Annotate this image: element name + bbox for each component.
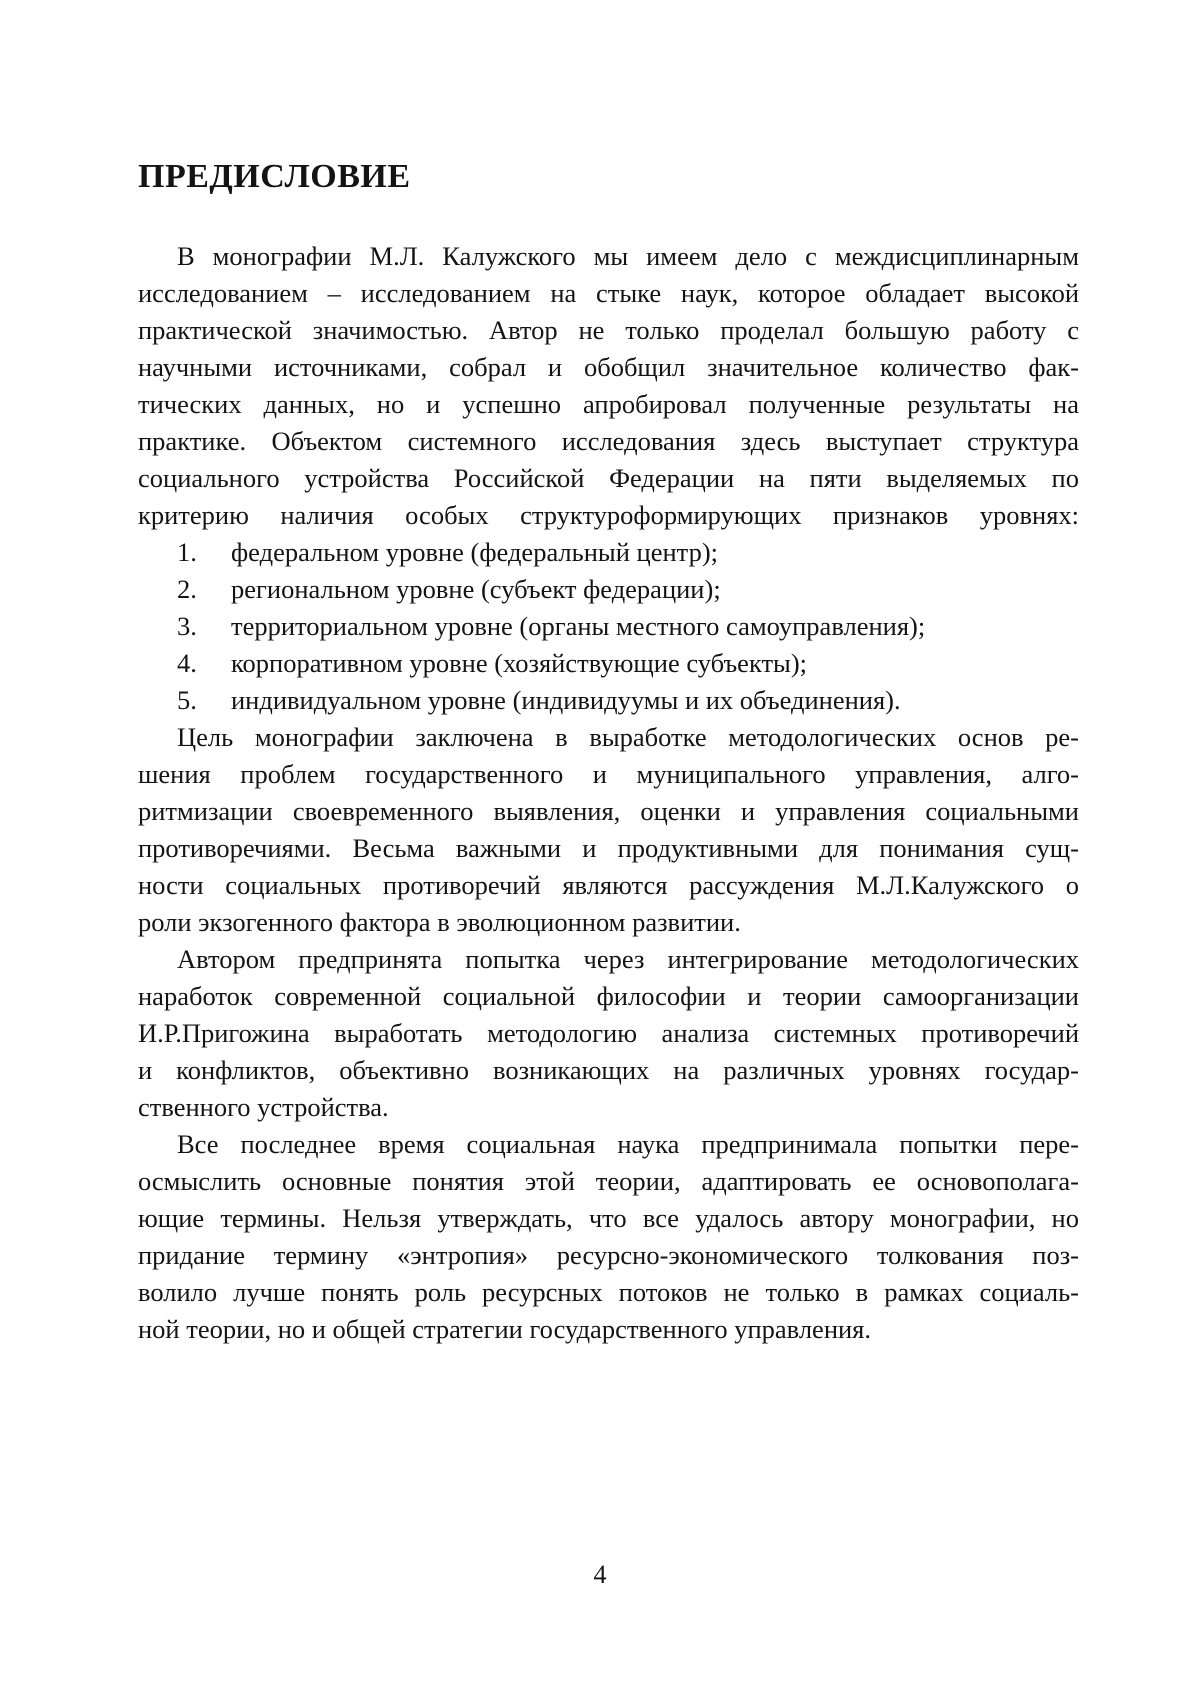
list-item-text: индивидуальном уровне (индивидуумы и их объединения). xyxy=(231,685,901,715)
paragraph-line: В монографии М.Л. Калужского мы имеем дело с междисциплинарным xyxy=(177,238,1079,274)
list-item xyxy=(177,645,807,681)
paragraph-line: Все последнее время социальная наука предпринимала попытки пере- xyxy=(177,1126,1079,1162)
list-item-text: федеральном уровне (федеральный центр); xyxy=(231,537,718,567)
paragraph-line: практике. Объектом системного исследования здесь выступает структура xyxy=(138,423,1079,459)
document-page xyxy=(0,0,1200,1700)
list-item-text: корпоративном уровне (хозяйствующие субъекты); xyxy=(231,648,807,678)
paragraph-line: ритмизации своевременного выявления, оценки и управления социальными xyxy=(138,793,1079,829)
paragraph-line: научными источниками, собрал и обобщил значительное количество фак- xyxy=(138,349,1079,385)
paragraph-line: Цель монографии заключена в выработке методологических основ ре- xyxy=(177,719,1079,755)
paragraph-line: практической значимостью. Автор не только проделал большую работу с xyxy=(138,312,1079,348)
list-item-number: 3. xyxy=(177,608,231,644)
list-item xyxy=(177,571,721,607)
paragraph-line: наработок современной социальной философии и теории самоорганизации xyxy=(138,978,1079,1014)
list-item-number: 5. xyxy=(177,682,231,718)
paragraph-line: осмыслить основные понятия этой теории, адаптировать ее основополага- xyxy=(138,1163,1079,1199)
paragraph-line: ющие термины. Нельзя утверждать, что все удалось автору монографии, но xyxy=(138,1200,1079,1236)
page-number: 4 xyxy=(0,1560,1200,1590)
paragraph-line: социального устройства Российской Федерации на пяти выделяемых по xyxy=(138,460,1079,496)
paragraph-line: Автором предпринята попытка через интегрирование методологических xyxy=(177,941,1079,977)
paragraph-line: шения проблем государственного и муниципального управления, алго- xyxy=(138,756,1079,792)
list-item-number: 1. xyxy=(177,534,231,570)
paragraph-line: и конфликтов, объективно возникающих на различных уровнях государ- xyxy=(138,1052,1079,1088)
page-title: ПРЕДИСЛОВИЕ xyxy=(138,158,411,196)
paragraph-line: волило лучше понять роль ресурсных потоков не только в рамках социаль- xyxy=(138,1274,1079,1310)
list-item xyxy=(177,682,901,718)
paragraph-line: ственного устройства. xyxy=(138,1089,1079,1125)
list-item-number: 2. xyxy=(177,571,231,607)
list-item-text: территориальном уровне (органы местного самоуправления); xyxy=(231,611,925,641)
list-item xyxy=(177,608,925,644)
paragraph-line: И.Р.Пригожина выработать методологию анализа системных противоречий xyxy=(138,1015,1079,1051)
paragraph-line: исследованием – исследованием на стыке наук, которое обладает высокой xyxy=(138,275,1079,311)
paragraph-line: ной теории, но и общей стратегии государственного управления. xyxy=(138,1311,1079,1347)
list-item-number: 4. xyxy=(177,645,231,681)
paragraph-line: роли экзогенного фактора в эволюционном развитии. xyxy=(138,904,1079,940)
list-item xyxy=(177,534,718,570)
paragraph-line: придание термину «энтропия» ресурсно-экономического толкования поз- xyxy=(138,1237,1079,1273)
paragraph-line: ности социальных противоречий являются рассуждения М.Л.Калужского о xyxy=(138,867,1079,903)
paragraph-line: тических данных, но и успешно апробировал полученные результаты на xyxy=(138,386,1079,422)
list-item-text: региональном уровне (субъект федерации); xyxy=(231,574,721,604)
paragraph-line: критерию наличия особых структуроформирующих признаков уровнях: xyxy=(138,497,1079,533)
paragraph-line: противоречиями. Весьма важными и продуктивными для понимания сущ- xyxy=(138,830,1079,866)
